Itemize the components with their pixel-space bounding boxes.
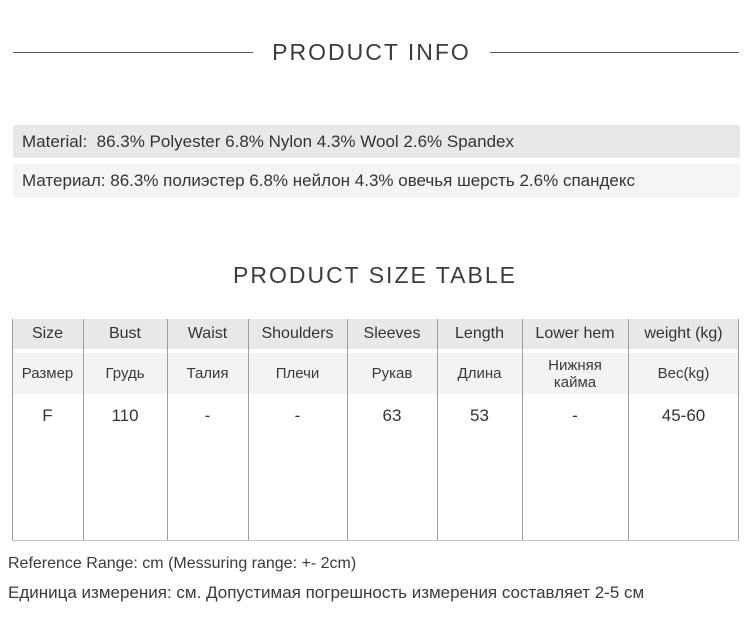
data-cell-lower-hem: - [572,406,578,425]
header-cell-bust: Bust [108,325,141,342]
product-info-title: PRODUCT INFO [272,38,471,65]
data-cell-bust: 110 [111,406,139,425]
column-separator [522,319,523,540]
header-cell-length: Length [455,325,504,342]
column-separator [12,319,13,540]
column-separator [167,319,168,540]
column-separator [347,319,348,540]
material-row-en [13,125,740,158]
header-cell-lower-hem-ru: Нижняя кайма [548,356,602,391]
title-left-divider [13,52,253,53]
header-cell-bust-ru: Грудь [105,365,145,382]
size-table-title: PRODUCT SIZE TABLE [233,262,517,288]
header-cell-weight: weight (kg) [644,325,723,342]
size-table-data-row [12,394,739,540]
product-info-header [0,30,750,74]
material-text-ru: Материал: 86.3% полиэстер 6.8% нейлон 4.3% овечья шерсть 2.6% спандекс [22,171,636,190]
material-row-ru [13,164,740,198]
size-table-header-row-ru [12,353,739,394]
column-separator [628,319,629,540]
header-cell-length-ru: Длина [457,365,502,382]
header-cell-size: Size [31,325,64,342]
data-cell-shoulders: - [294,406,301,425]
reference-note-en: Reference Range: cm (Messuring range: +- 2cm) [8,555,357,572]
data-cell-weight: 45-60 [661,406,706,425]
header-cell-size-ru: Размер [21,365,74,382]
column-separator [437,319,438,540]
header-cell-sleeves-ru: Рукав [371,365,413,382]
size-table [12,319,739,541]
data-cell-length: 53 [470,406,489,425]
header-cell-weight-ru: Вес(kg) [657,365,710,382]
reference-note-ru: Единица измерения: см. Допустимая погрешность измерения составляет 2-5 см [8,583,645,602]
header-cell-shoulders: Shoulders [261,325,334,342]
size-table-header-row-en [12,319,739,349]
data-cell-size: F [42,406,53,425]
material-text-en: Material: 86.3% Polyester 6.8% Nylon 4.3% Wool 2.6% Spandex [22,131,515,151]
data-cell-waist: - [204,406,211,425]
column-separator [248,319,249,540]
data-cell-sleeves: 63 [382,406,402,425]
column-separator [83,319,84,540]
header-cell-lower-hem: Lower hem [535,325,615,342]
column-separator [738,319,739,540]
title-right-divider [490,52,739,53]
header-cell-shoulders-ru: Плечи [275,365,320,382]
header-cell-waist: Waist [187,325,228,342]
header-cell-sleeves: Sleeves [363,325,421,342]
header-cell-waist-ru: Талия [186,365,229,382]
